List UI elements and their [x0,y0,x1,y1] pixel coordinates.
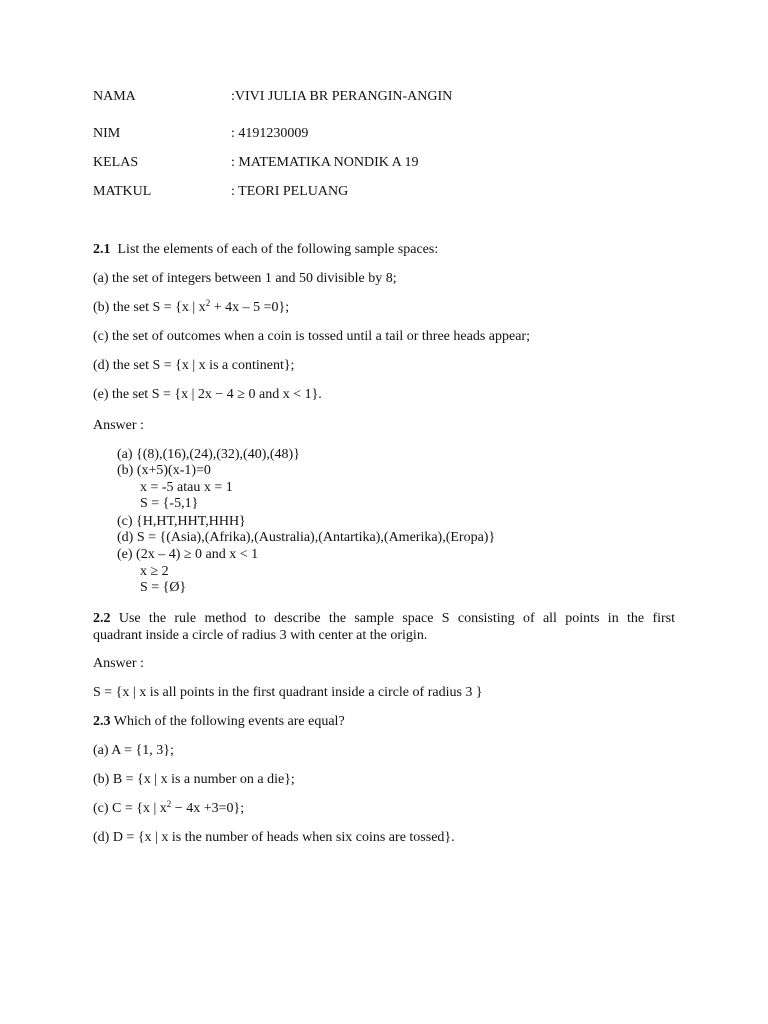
q23-c-text-end: − 4x +3=0}; [171,801,245,816]
q23-item-a: (a) A = {1, 3}; [93,743,174,758]
nim-value: : 4191230009 [231,126,309,141]
matkul-value: : TEORI PELUANG [231,184,349,199]
answer-2-2: S = {x | x is all points in the first quadrant inside a circle of radius 3 } [93,685,483,700]
answer-e-result: S = {Ø} [140,580,187,595]
answer-e-step: x ≥ 2 [140,564,169,579]
exponent: 2 [166,799,172,809]
q21-item-d: (d) the set S = {x | x is a continent}; [93,358,295,373]
question-text: Use the rule method to describe the sample space S consisting of all points in the first [118,611,675,626]
question-number: 2.2 [93,611,111,626]
question-2-1 [93,242,438,258]
kelas-value: : MATEMATIKA NONDIK A 19 [231,155,419,170]
q21-b-text: (b) the set S = {x | x [93,300,206,315]
question-2-2 [93,611,675,627]
q23-item-d: (d) D = {x | x is the number of heads when six coins are tossed}. [93,830,455,845]
nama-label: NAMA [93,89,136,104]
q21-item-b [93,300,289,316]
q23-c-text: (c) C = {x | x [93,801,167,816]
question-2-2-cont: quadrant inside a circle of radius 3 with center at the origin. [93,628,428,643]
question-2-3 [93,714,345,730]
question-number: 2.3 [93,714,111,729]
answer-e: (e) (2x – 4) ≥ 0 and x < 1 [117,547,259,562]
q23-item-b: (b) B = {x | x is a number on a die}; [93,772,295,787]
answer-label: Answer : [93,656,144,671]
answer-c: (c) {H,HT,HHT,HHH} [117,514,246,529]
answer-b: (b) (x+5)(x-1)=0 [117,463,211,478]
answer-b-result: S = {-5,1} [140,496,199,511]
q21-b-text-end: + 4x – 5 =0}; [210,300,290,315]
nim-label: NIM [93,126,121,141]
answer-d: (d) S = {(Asia),(Afrika),(Australia),(Antartika),(Amerika),(Eropa)} [117,530,496,545]
matkul-label: MATKUL [93,184,152,199]
question-number: 2.1 [93,242,111,257]
answer-label: Answer : [93,418,144,433]
q21-item-a: (a) the set of integers between 1 and 50 divisible by 8; [93,271,397,286]
answer-a: (a) {(8),(16),(24),(32),(40),(48)} [117,447,300,462]
exponent: 2 [205,298,211,308]
answer-b-step: x = -5 atau x = 1 [140,480,233,495]
question-text: Which of the following events are equal? [113,714,345,729]
q21-item-c: (c) the set of outcomes when a coin is tossed until a tail or three heads appear; [93,329,530,344]
nama-value: :VIVI JULIA BR PERANGIN-ANGIN [231,89,453,104]
kelas-label: KELAS [93,155,139,170]
q21-item-e: (e) the set S = {x | 2x − 4 ≥ 0 and x < 1}. [93,387,322,402]
q23-item-c [93,801,244,817]
question-text: List the elements of each of the following sample spaces: [117,242,439,257]
